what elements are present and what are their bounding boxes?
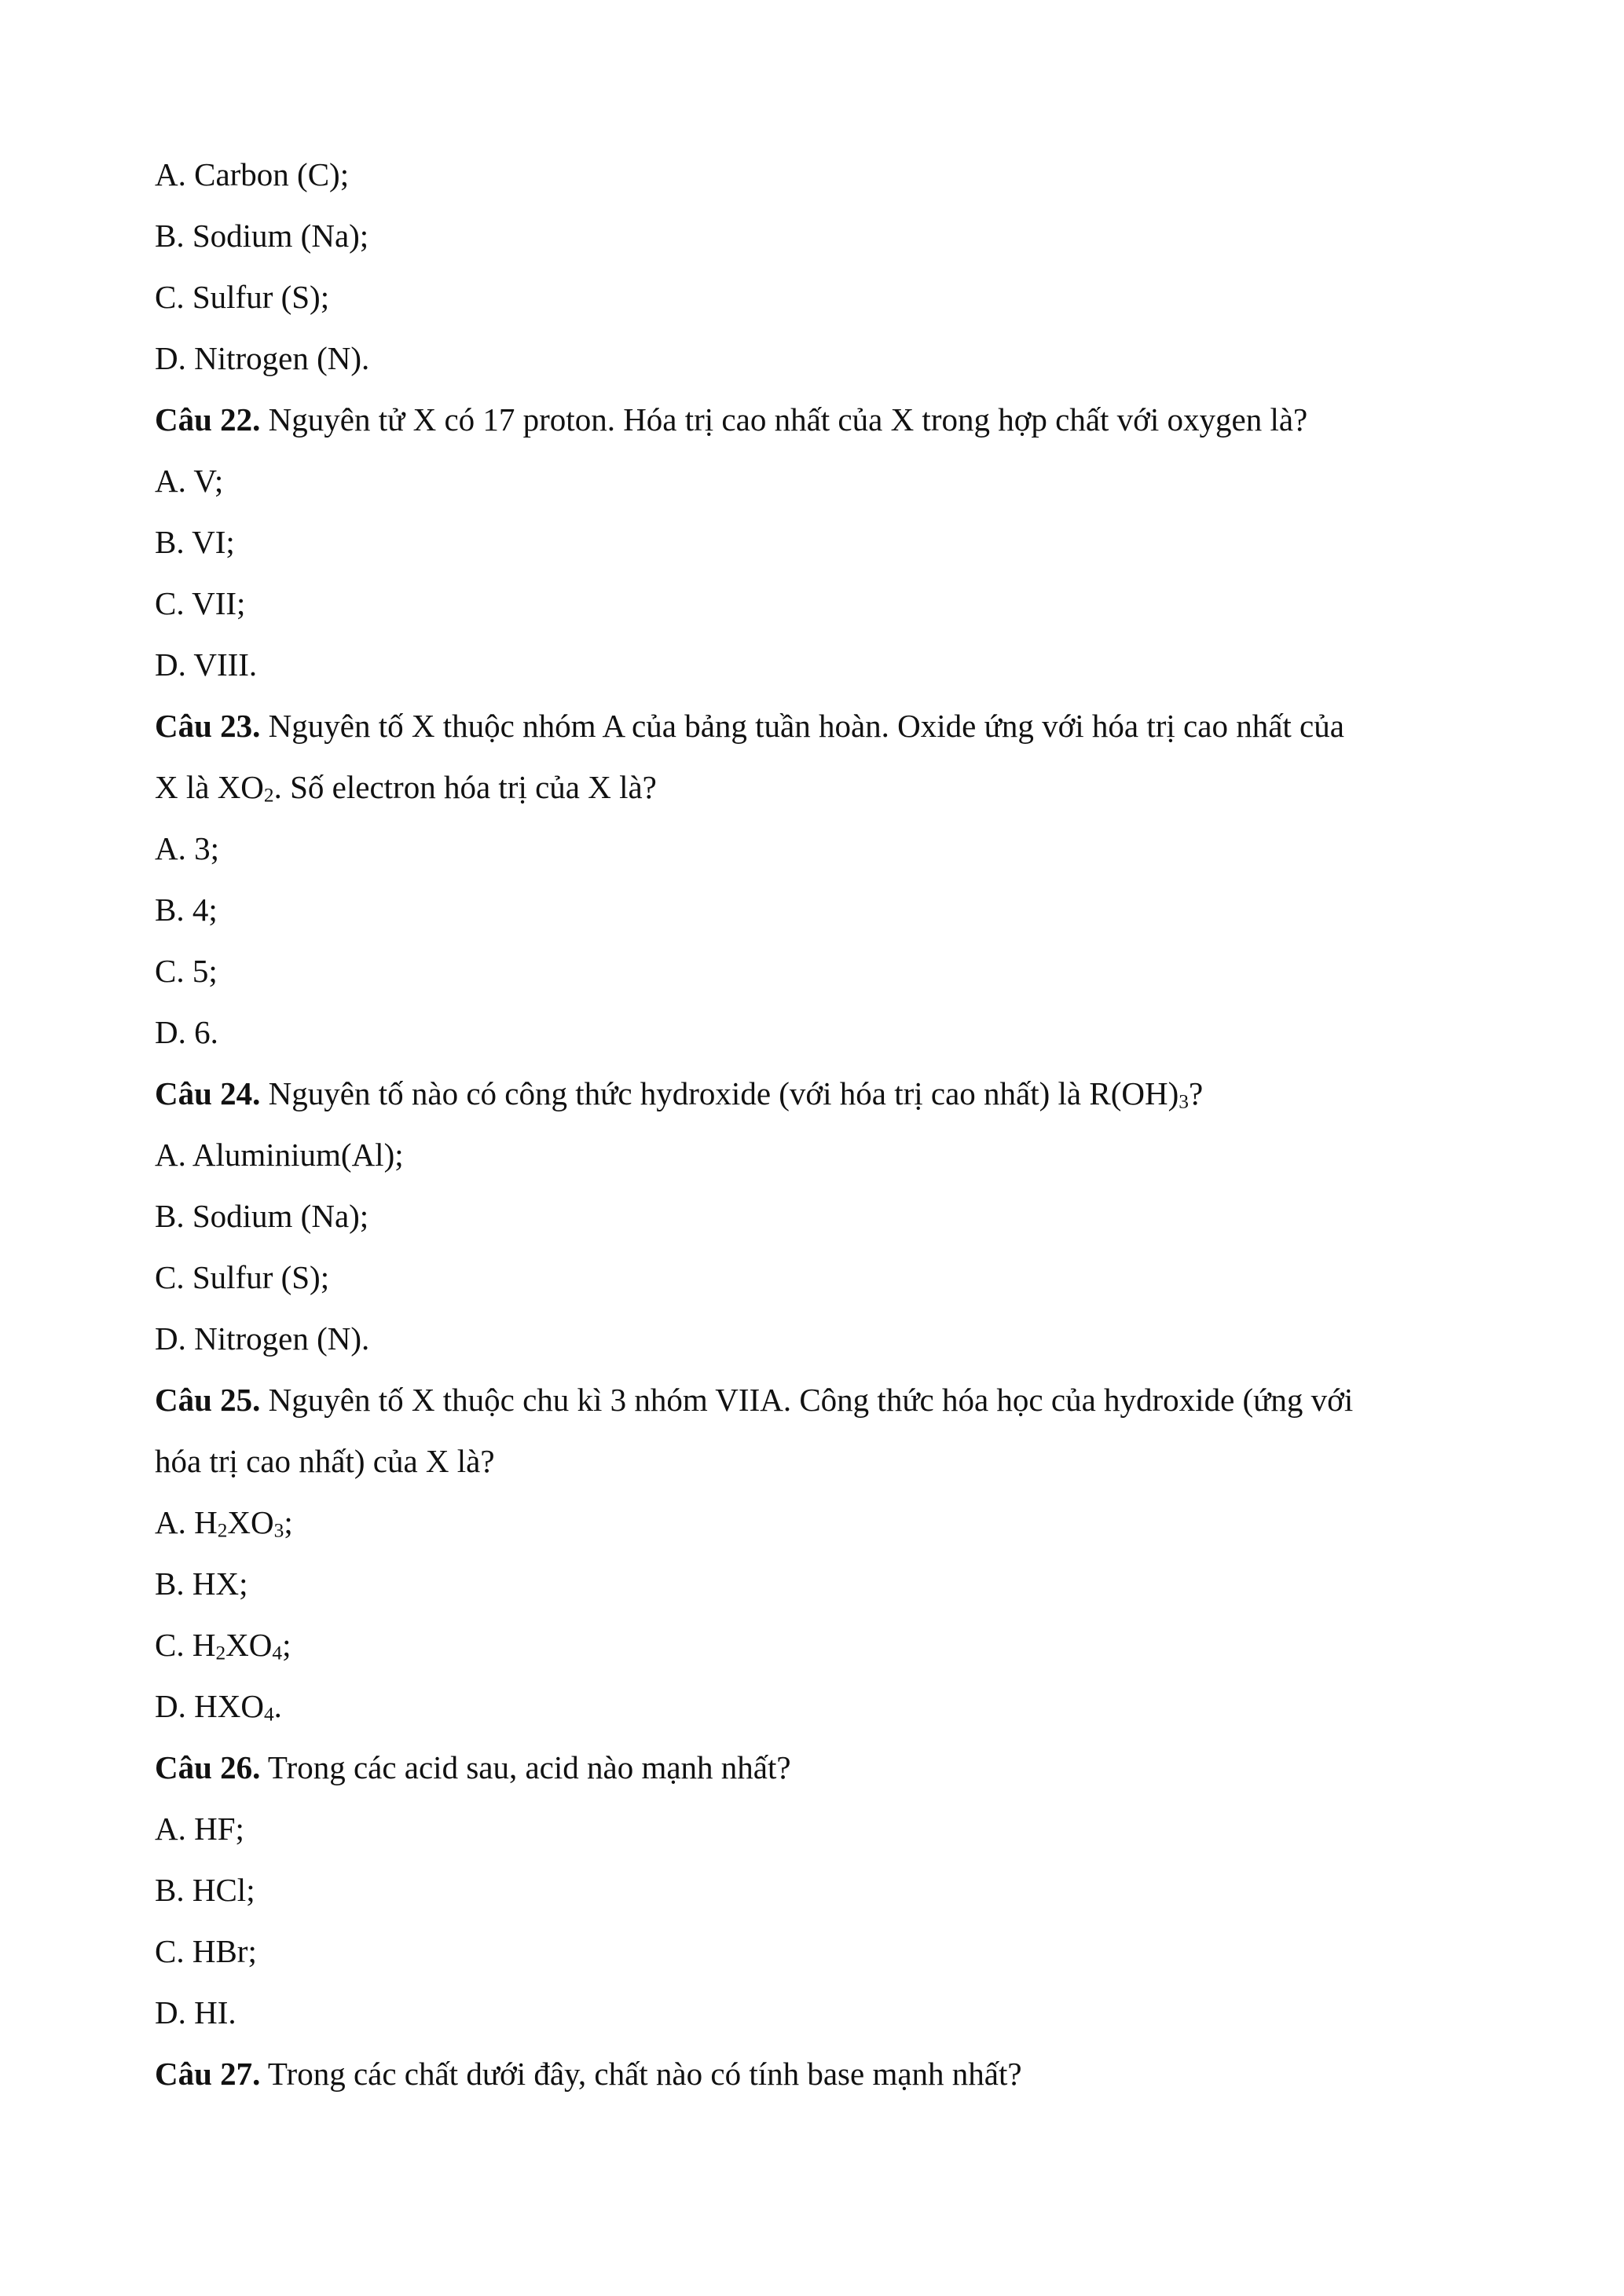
option-line: C. Sulfur (S);: [155, 279, 330, 315]
option-line: [155, 1624, 1475, 1665]
option-line: D. HI.: [155, 1994, 236, 2031]
option-line: C. VII;: [155, 585, 246, 621]
question-25-continuation: hóa trị cao nhất) của X là?: [155, 1443, 495, 1479]
question-text: Nguyên tử X có 17 proton. Hóa trị cao nhất của X trong hợp chất với oxygen là?: [260, 401, 1308, 438]
subscript: 4: [263, 1703, 274, 1726]
option-line: B. Sodium (Na);: [155, 1198, 369, 1234]
question-text: Nguyên tố nào có công thức hydroxide (với hóa trị cao nhất) là R(OH): [260, 1075, 1179, 1111]
question-label: Câu 24.: [155, 1075, 261, 1111]
option-line: A. Aluminium(Al);: [155, 1137, 404, 1173]
question-25: [155, 1379, 1475, 1420]
option-line: D. Nitrogen (N).: [155, 1320, 370, 1357]
question-label: Câu 23.: [155, 708, 261, 744]
question-26: [155, 1747, 1475, 1788]
question-23: [155, 705, 1475, 746]
option-text: C. H: [155, 1627, 216, 1663]
question-text: X là XO: [155, 769, 264, 805]
subscript: 2: [263, 784, 274, 807]
option-line: B. 4;: [155, 892, 218, 928]
option-text: A. H: [155, 1504, 218, 1540]
option-line: B. VI;: [155, 524, 235, 560]
option-line: B. HCl;: [155, 1872, 255, 1908]
subscript: 3: [1179, 1090, 1189, 1113]
question-label: Câu 22.: [155, 401, 261, 438]
subscript: 4: [272, 1642, 283, 1664]
option-text: ;: [282, 1627, 291, 1663]
option-line: D. 6.: [155, 1014, 218, 1050]
question-label: Câu 25.: [155, 1382, 261, 1418]
question-label: Câu 27.: [155, 2056, 261, 2092]
option-line: B. Sodium (Na);: [155, 218, 369, 254]
subscript: 3: [273, 1519, 284, 1542]
option-line: [155, 1502, 1475, 1543]
option-line: A. 3;: [155, 830, 219, 866]
option-text: XO: [225, 1627, 273, 1663]
option-line: C. 5;: [155, 953, 218, 989]
option-text: ;: [284, 1504, 293, 1540]
option-line: D. Nitrogen (N).: [155, 340, 370, 376]
option-text: XO: [227, 1504, 274, 1540]
option-line: D. VIII.: [155, 646, 258, 683]
question-text: Nguyên tố X thuộc chu kì 3 nhóm VIIA. Công thức hóa học của hydroxide (ứng với: [260, 1382, 1354, 1418]
option-line: C. HBr;: [155, 1933, 257, 1969]
subscript: 2: [217, 1519, 228, 1542]
option-line: A. Carbon (C);: [155, 156, 350, 192]
question-text: Trong các acid sau, acid nào mạnh nhất?: [260, 1749, 791, 1785]
question-text: . Số electron hóa trị của X là?: [273, 769, 657, 805]
question-24: [155, 1073, 1475, 1114]
question-text: Trong các chất dưới đây, chất nào có tính base mạnh nhất?: [260, 2056, 1022, 2092]
question-label: Câu 26.: [155, 1749, 261, 1785]
question-23-continuation: [155, 767, 1475, 807]
option-line: C. Sulfur (S);: [155, 1259, 330, 1295]
question-27: [155, 2053, 1475, 2094]
question-text: ?: [1188, 1075, 1204, 1111]
option-line: A. V;: [155, 463, 224, 499]
question-22: [155, 399, 1475, 440]
option-text: D. HXO: [155, 1688, 264, 1724]
question-text: Nguyên tố X thuộc nhóm A của bảng tuần hoàn. Oxide ứng với hóa trị cao nhất của: [260, 708, 1344, 744]
option-line: A. HF;: [155, 1811, 244, 1847]
option-text: .: [273, 1688, 282, 1724]
option-line: B. HX;: [155, 1565, 248, 1602]
subscript: 2: [215, 1642, 226, 1664]
option-line: [155, 1686, 1475, 1727]
